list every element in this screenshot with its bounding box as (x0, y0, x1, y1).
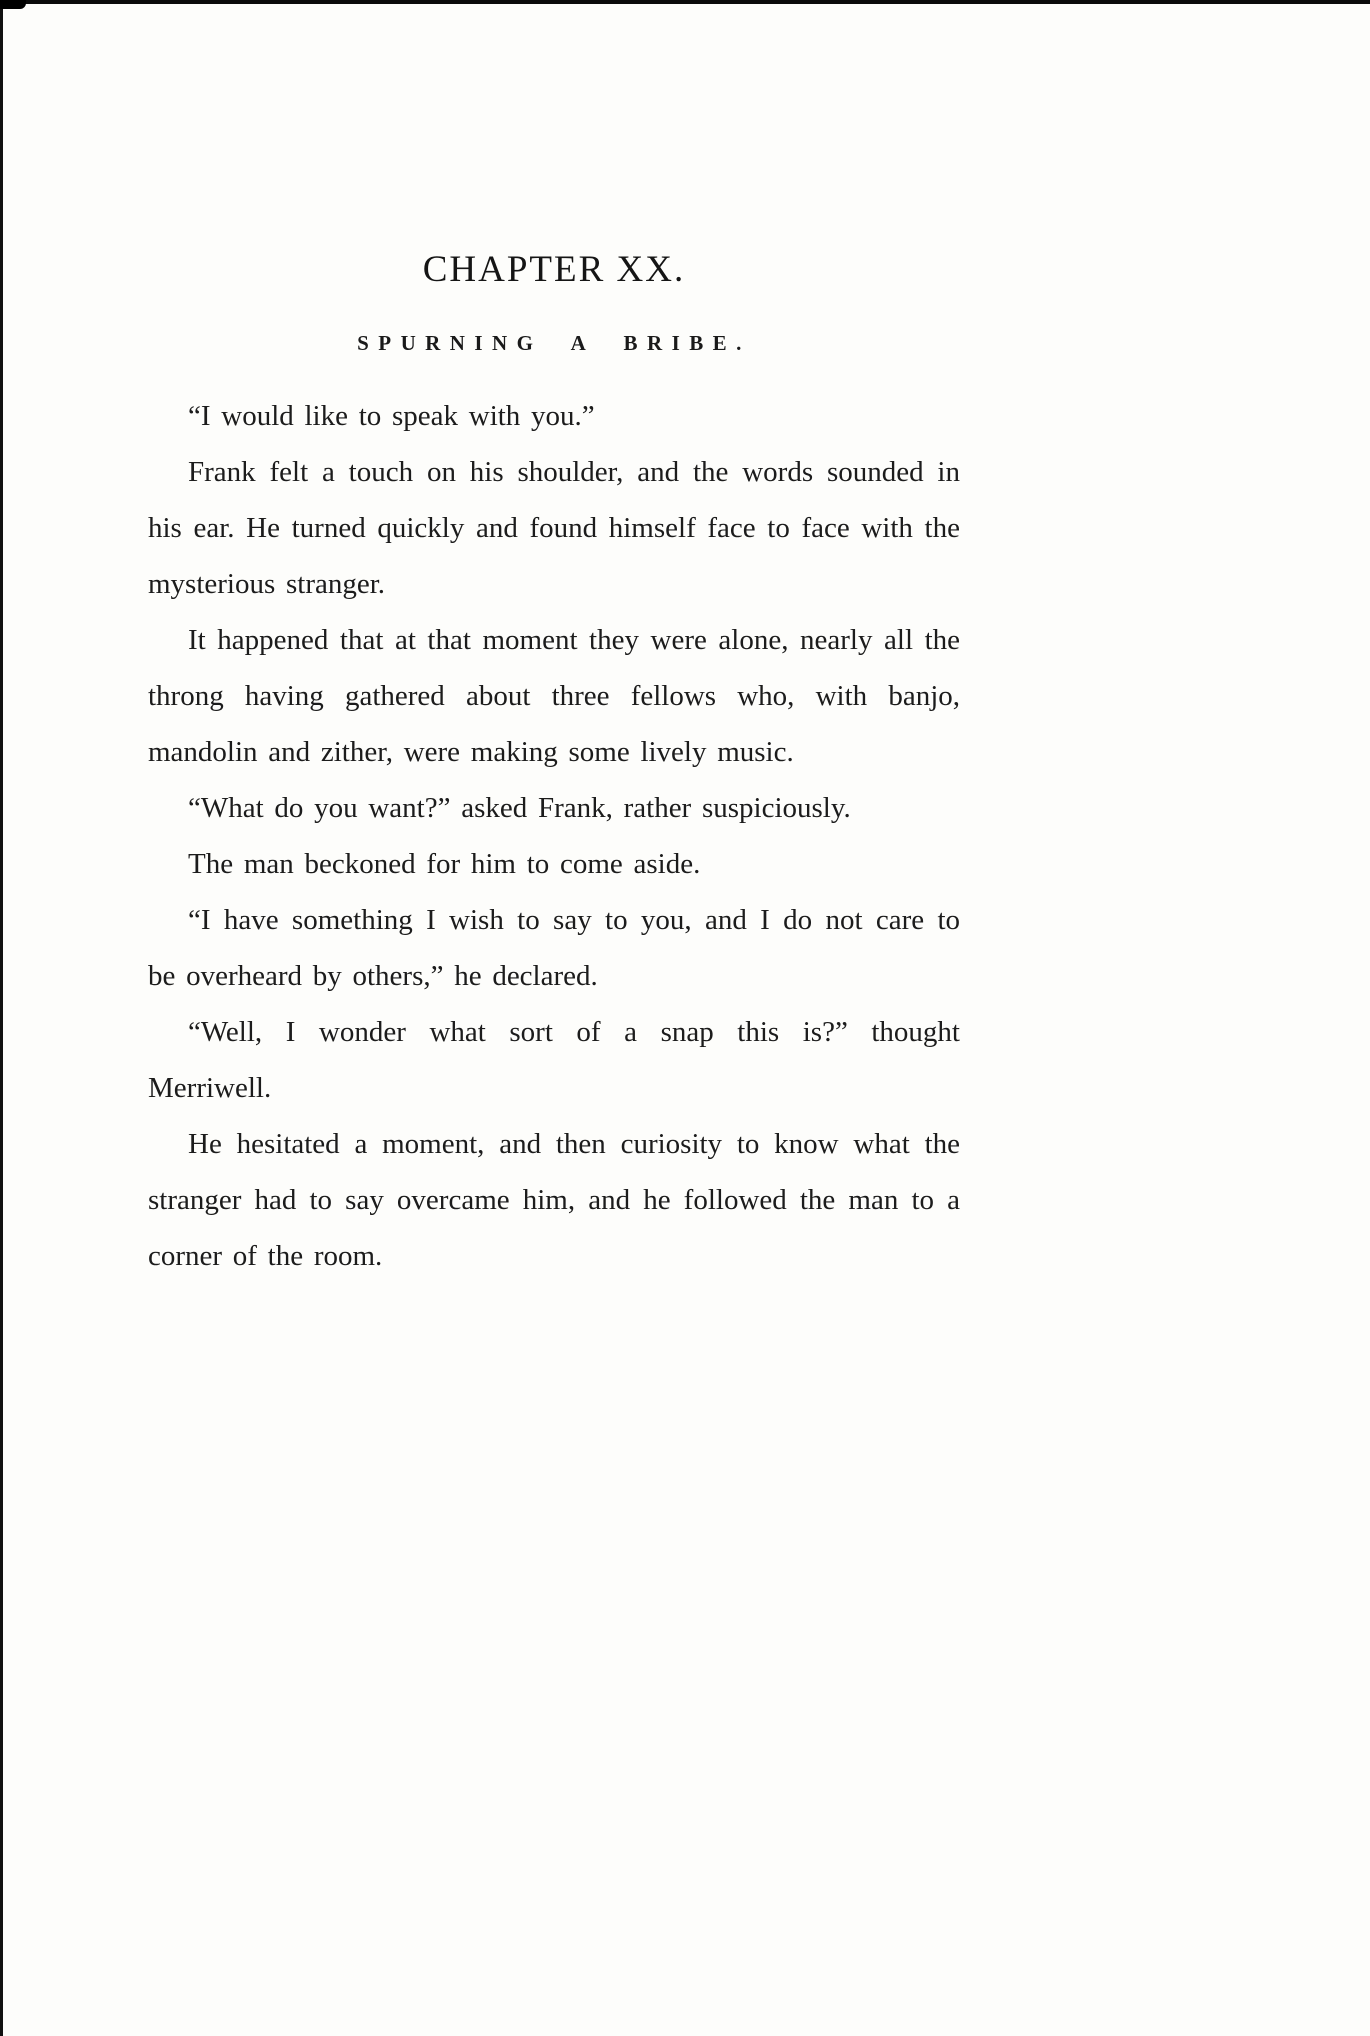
paragraph: Frank felt a touch on his shoulder, and the words sounded in his ear. He turned quickly and found himself face to face with the mysterious stranger. (148, 456, 960, 600)
section-title: SPURNING A BRIBE. (357, 331, 751, 355)
paragraph: The man beckoned for him to come aside. (188, 848, 701, 880)
paragraph: “Well, I wonder what sort of a snap this is?” thought Merriwell. (148, 1016, 960, 1104)
chapter-heading: CHAPTER XX. (422, 249, 686, 290)
body-text (148, 388, 960, 1284)
scan-artifact-left-edge (0, 0, 3, 2036)
paragraph: It happened that at that moment they were alone, nearly all the throng having gathered about three fellows who, with banjo, mandolin and zither, were making some lively music. (148, 624, 960, 768)
scan-artifact-top-edge (0, 0, 1370, 4)
paragraph: He hesitated a moment, and then curiosity to know what the stranger had to say overcame him, and he followed the man to a corner of the room. (148, 1128, 960, 1272)
page-content (148, 248, 960, 1284)
scan-artifact-corner (0, 0, 26, 9)
paragraph: “I would like to speak with you.” (188, 400, 595, 432)
paragraph: “I have something I wish to say to you, and I do not care to be overheard by others,” he declared. (148, 904, 960, 992)
paragraph: “What do you want?” asked Frank, rather suspiciously. (188, 792, 851, 824)
